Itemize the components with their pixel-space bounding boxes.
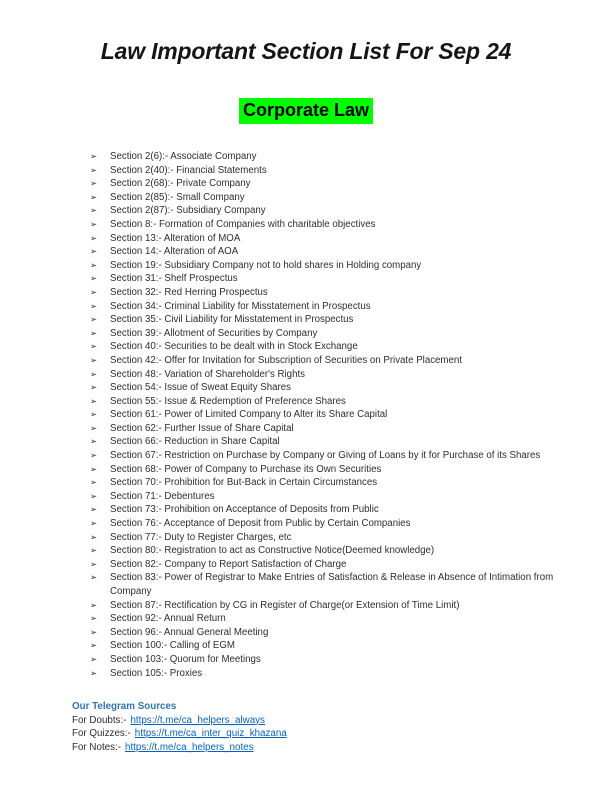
telegram-links	[72, 714, 287, 755]
list-item	[90, 599, 565, 613]
arrow-bullet-icon: ➢	[90, 545, 98, 556]
arrow-bullet-icon: ➢	[90, 354, 98, 365]
arrow-bullet-icon: ➢	[90, 151, 98, 161]
arrow-bullet-icon: ➢	[90, 164, 98, 175]
list-item	[90, 327, 565, 341]
list-item	[90, 232, 565, 246]
list-item	[90, 517, 565, 531]
section-item-text: Section 66:- Reduction in Share Capital	[110, 436, 280, 448]
section-item-text: Section 70:- Prohibition for But-Back in Certain Circumstances	[110, 477, 378, 489]
arrow-bullet-icon: ➢	[90, 436, 98, 447]
section-item-text: Section 2(85):- Small Company	[110, 191, 245, 203]
list-item	[90, 531, 565, 545]
list-item	[90, 544, 565, 558]
list-item	[90, 639, 565, 653]
section-item-text: Section 42:- Offer for Invitation for Subscription of Securities on Private Placement	[110, 354, 462, 366]
list-item	[90, 463, 565, 477]
arrow-bullet-icon: ➢	[90, 653, 98, 664]
list-item	[90, 150, 565, 164]
section-item-text: Section 2(6):- Associate Company	[110, 151, 257, 162]
list-item	[90, 164, 565, 178]
arrow-bullet-icon: ➢	[90, 395, 98, 406]
arrow-bullet-icon: ➢	[90, 640, 98, 651]
list-item	[90, 422, 565, 436]
list-item	[90, 667, 565, 681]
section-item-text: Section 48:- Variation of Shareholder's Rights	[110, 368, 305, 380]
list-item	[90, 313, 565, 327]
list-item	[90, 571, 565, 598]
telegram-link-row	[72, 741, 287, 755]
list-item	[90, 381, 565, 395]
arrow-bullet-icon: ➢	[90, 327, 98, 338]
arrow-bullet-icon: ➢	[90, 286, 98, 297]
arrow-bullet-icon: ➢	[90, 558, 98, 569]
arrow-bullet-icon: ➢	[90, 626, 98, 637]
section-item-text: Section 19:- Subsidiary Company not to hold shares in Holding company	[110, 259, 422, 271]
list-item	[90, 368, 565, 382]
telegram-link-label: For Doubts:-	[72, 714, 127, 726]
section-item-text: Section 103:- Quorum for Meetings	[110, 653, 261, 665]
section-item-text: Section 39:- Allotment of Securities by Company	[110, 327, 318, 339]
arrow-bullet-icon: ➢	[90, 314, 98, 325]
list-item	[90, 218, 565, 232]
section-item-text: Section 54:- Issue of Sweat Equity Shares	[110, 382, 291, 394]
telegram-sources-heading: Our Telegram Sources	[72, 701, 177, 712]
list-item	[90, 191, 565, 205]
arrow-bullet-icon: ➢	[90, 368, 98, 379]
arrow-bullet-icon: ➢	[90, 531, 98, 542]
telegram-link-row	[72, 714, 287, 728]
arrow-bullet-icon: ➢	[90, 259, 98, 270]
section-item-text: Section 82:- Company to Report Satisfaction of Charge	[110, 558, 347, 570]
arrow-bullet-icon: ➢	[90, 667, 98, 678]
arrow-bullet-icon: ➢	[90, 450, 98, 461]
list-item	[90, 177, 565, 191]
arrow-bullet-icon: ➢	[90, 599, 98, 610]
list-item	[90, 259, 565, 273]
section-list	[90, 150, 565, 680]
list-item	[90, 204, 565, 218]
arrow-bullet-icon: ➢	[90, 191, 98, 202]
arrow-bullet-icon: ➢	[90, 422, 98, 433]
section-item-text: Section 96:- Annual General Meeting	[110, 626, 269, 638]
arrow-bullet-icon: ➢	[90, 232, 98, 243]
section-item-text: Section 34:- Criminal Liability for Misstatement in Prospectus	[110, 300, 371, 312]
arrow-bullet-icon: ➢	[90, 382, 98, 393]
section-item-text: Section 67:- Restriction on Purchase by Company or Giving of Loans by it for Purchase of its Shares	[110, 450, 541, 462]
subject-heading-wrap	[0, 98, 612, 124]
list-item	[90, 435, 565, 449]
list-item	[90, 626, 565, 640]
list-item	[90, 558, 565, 572]
list-item	[90, 490, 565, 504]
arrow-bullet-icon: ➢	[90, 273, 98, 284]
list-item	[90, 449, 565, 463]
list-item	[90, 272, 565, 286]
section-item-text: Section 100:- Calling of EGM	[110, 640, 235, 652]
section-item-text: Section 61:- Power of Limited Company to Alter its Share Capital	[110, 409, 388, 421]
list-item	[90, 653, 565, 667]
arrow-bullet-icon: ➢	[90, 218, 98, 229]
section-item-text: Section 13:- Alteration of MOA	[110, 232, 241, 244]
arrow-bullet-icon: ➢	[90, 613, 98, 624]
section-item-text: Section 92:- Annual Return	[110, 613, 226, 625]
section-item-text: Section 62:- Further Issue of Share Capital	[110, 422, 294, 434]
arrow-bullet-icon: ➢	[90, 504, 98, 515]
section-item-text: Section 55:- Issue & Redemption of Preference Shares	[110, 395, 346, 407]
arrow-bullet-icon: ➢	[90, 490, 98, 501]
list-item	[90, 300, 565, 314]
list-item	[90, 354, 565, 368]
telegram-link-label: For Notes:-	[72, 741, 121, 753]
section-item-text: Section 77:- Duty to Register Charges, etc	[110, 531, 292, 543]
telegram-link-label: For Quizzes:-	[72, 728, 131, 739]
section-item-text: Section 14:- Alteration of AOA	[110, 246, 239, 258]
arrow-bullet-icon: ➢	[90, 572, 98, 583]
list-item	[90, 408, 565, 422]
arrow-bullet-icon: ➢	[90, 300, 98, 311]
section-item-text: Section 40:- Securities to be dealt with in Stock Exchange	[110, 341, 358, 353]
section-item-text: Section 80:- Registration to act as Constructive Notice(Deemed knowledge)	[110, 545, 435, 557]
document-title: Law Important Section List For Sep 24	[100, 38, 512, 64]
telegram-link[interactable]: https://t.me/ca_helpers_notes	[125, 741, 254, 753]
section-item-text: Section 71:- Debentures	[110, 490, 215, 502]
arrow-bullet-icon: ➢	[90, 477, 98, 488]
section-item-text: Section 8:- Formation of Companies with charitable objectives	[110, 218, 376, 230]
arrow-bullet-icon: ➢	[90, 341, 98, 352]
telegram-link[interactable]: https://t.me/ca_helpers_always	[130, 714, 265, 726]
list-item	[90, 476, 565, 490]
list-item	[90, 612, 565, 626]
telegram-link-row	[72, 727, 287, 741]
section-item-text: Section 31:- Shelf Prospectus	[110, 273, 238, 285]
arrow-bullet-icon: ➢	[90, 409, 98, 420]
arrow-bullet-icon: ➢	[90, 463, 98, 474]
list-item	[90, 395, 565, 409]
section-item-text: Section 35:- Civil Liability for Misstatement in Prospectus	[110, 314, 354, 326]
list-item	[90, 286, 565, 300]
telegram-link[interactable]: https://t.me/ca_inter_quiz_khazana	[134, 728, 287, 739]
section-item-text: Section 2(68):- Private Company	[110, 178, 251, 190]
list-item	[90, 245, 565, 259]
section-item-text: Section 83:- Power of Registrar to Make Entries of Satisfaction & Release in Absence of Intimation from Company	[110, 572, 554, 597]
section-item-text: Section 73:- Prohibition on Acceptance of Deposits from Public	[110, 504, 379, 516]
section-item-text: Section 2(87):- Subsidiary Company	[110, 205, 266, 217]
section-item-text: Section 87:- Rectification by CG in Register of Charge(or Extension of Time Limit)	[110, 599, 460, 611]
section-item-text: Section 68:- Power of Company to Purchase its Own Securities	[110, 463, 382, 475]
list-item	[90, 340, 565, 354]
section-item-text: Section 2(40):- Financial Statements	[110, 164, 267, 176]
arrow-bullet-icon: ➢	[90, 205, 98, 216]
list-item	[90, 503, 565, 517]
section-item-text: Section 105:- Proxies	[110, 667, 203, 679]
arrow-bullet-icon: ➢	[90, 178, 98, 189]
subject-heading: Corporate Law	[239, 98, 373, 124]
section-item-text: Section 76:- Acceptance of Deposit from Public by Certain Companies	[110, 518, 411, 530]
arrow-bullet-icon: ➢	[90, 246, 98, 257]
telegram-footer	[72, 700, 287, 754]
section-item-text: Section 32:- Red Herring Prospectus	[110, 286, 268, 298]
arrow-bullet-icon: ➢	[90, 518, 98, 529]
